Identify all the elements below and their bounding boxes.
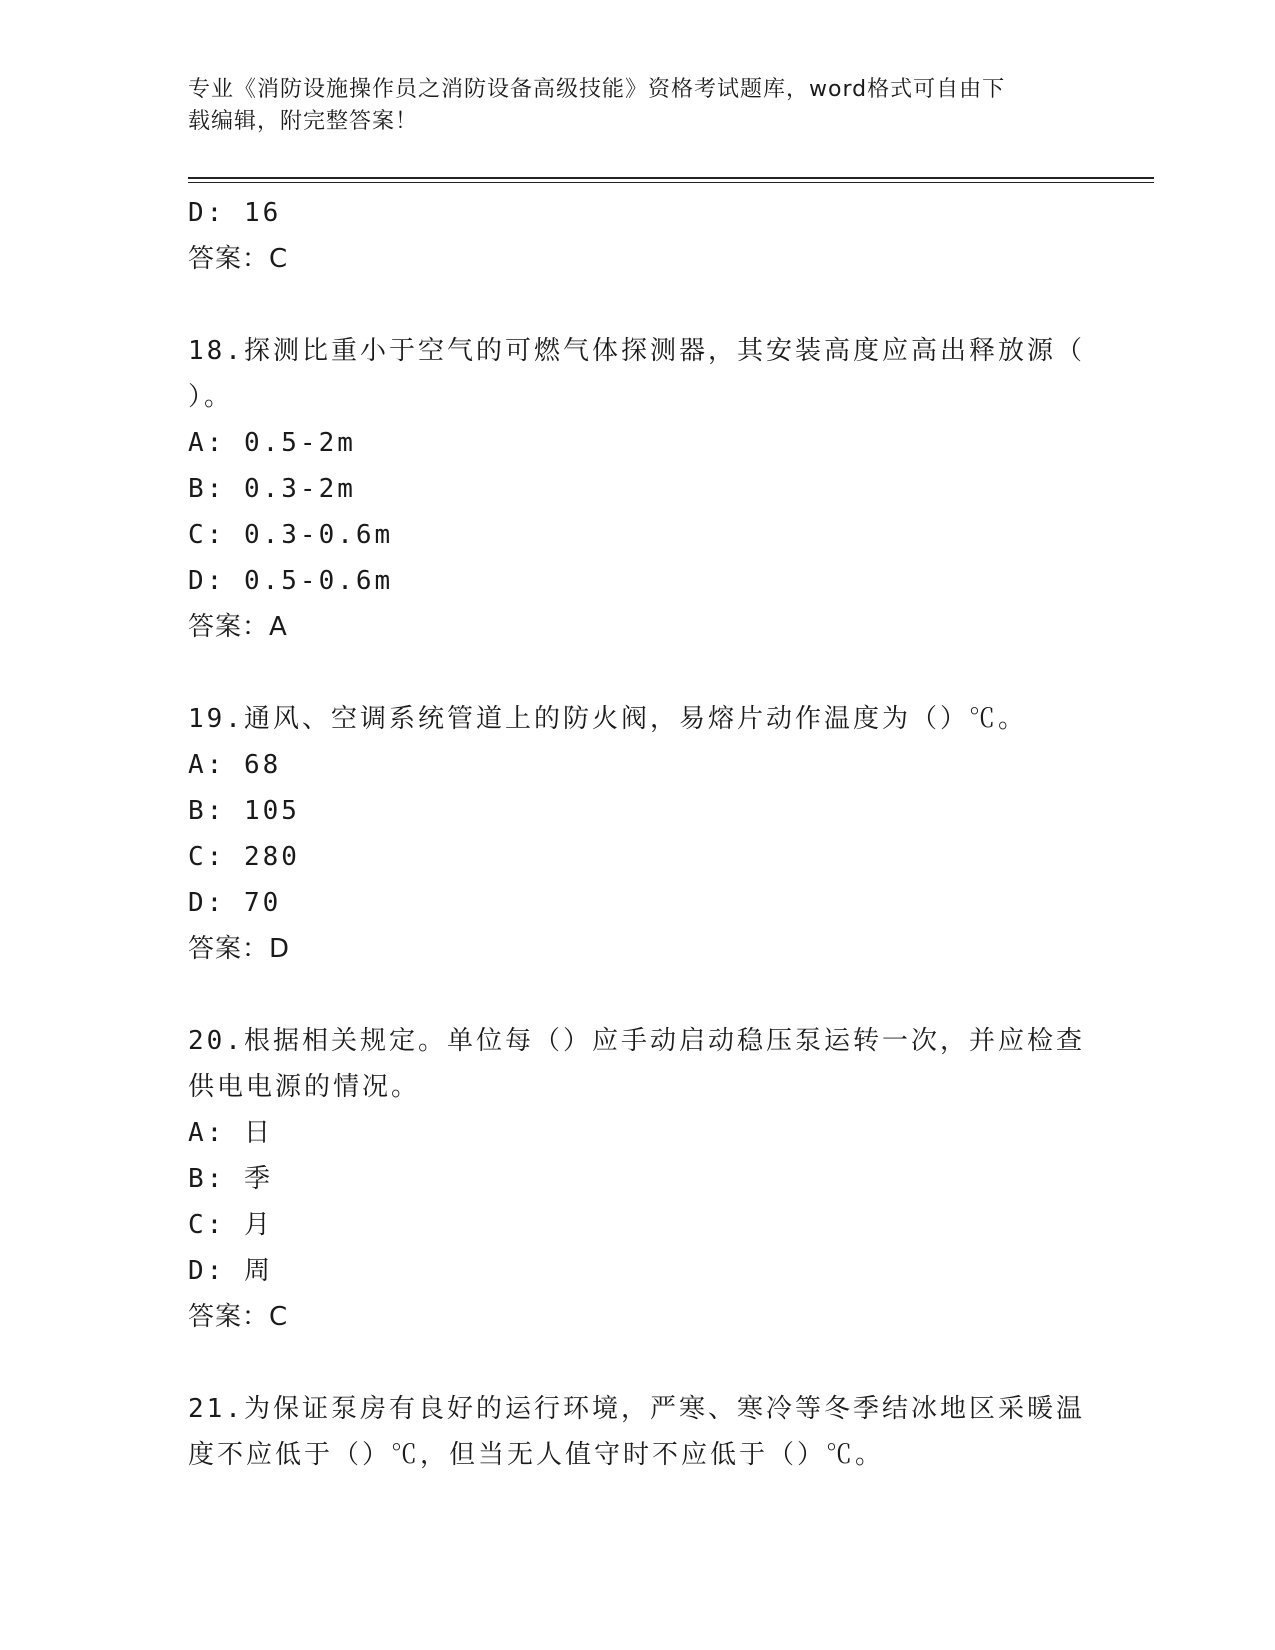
question-text-cont: 度不应低于（）℃，但当无人值守时不应低于（）℃。 (188, 1440, 885, 1470)
question-text: 20.根据相关规定。单位每（）应手动启动稳压泵运转一次，并应检查 (188, 1026, 1085, 1056)
option-c: C: 280 (188, 842, 300, 872)
header-rule-thick (188, 177, 1154, 179)
question-text: 19.通风、空调系统管道上的防火阀，易熔片动作温度为（）℃。 (188, 704, 1027, 734)
option-b: B: 0.3-2m (188, 474, 356, 504)
question-list (188, 190, 1088, 1478)
option-c: C: 月 (188, 1210, 273, 1240)
previous-question-tail (188, 190, 1088, 282)
option-b: B: 105 (188, 796, 300, 826)
question-text-cont: 供电电源的情况。 (188, 1072, 421, 1102)
option-d: D: 70 (188, 888, 282, 918)
question-18 (188, 328, 1088, 650)
option-a: A: 68 (188, 750, 282, 780)
header-rule-thin (188, 182, 1154, 183)
question-19 (188, 696, 1088, 972)
option-b: B: 季 (188, 1164, 273, 1194)
question-21 (188, 1386, 1088, 1478)
answer: 答案：C (188, 1302, 289, 1332)
option-d: D: 0.5-0.6m (188, 566, 394, 596)
option-c: C: 0.3-0.6m (188, 520, 394, 550)
question-text: 18.探测比重小于空气的可燃气体探测器，其安装高度应高出释放源（ (188, 336, 1085, 366)
document-header (188, 74, 1088, 138)
question-20 (188, 1018, 1088, 1340)
question-text-cont: ）。 (188, 382, 234, 412)
question-text: 21.为保证泵房有良好的运行环境，严寒、寒冷等冬季结冰地区采暖温 (188, 1394, 1085, 1424)
option-a: A: 日 (188, 1118, 273, 1148)
option-a: A: 0.5-2m (188, 428, 356, 458)
option-d: D: 周 (188, 1256, 273, 1286)
header-line-1: 专业《消防设施操作员之消防设备高级技能》资格考试题库，word格式可自由下 (188, 77, 1006, 102)
answer: 答案：A (188, 612, 288, 642)
header-line-2: 载编辑，附完整答案！ (188, 109, 419, 134)
answer: 答案：C (188, 244, 289, 274)
answer: 答案：D (188, 934, 291, 964)
option-d: D: 16 (188, 198, 282, 228)
